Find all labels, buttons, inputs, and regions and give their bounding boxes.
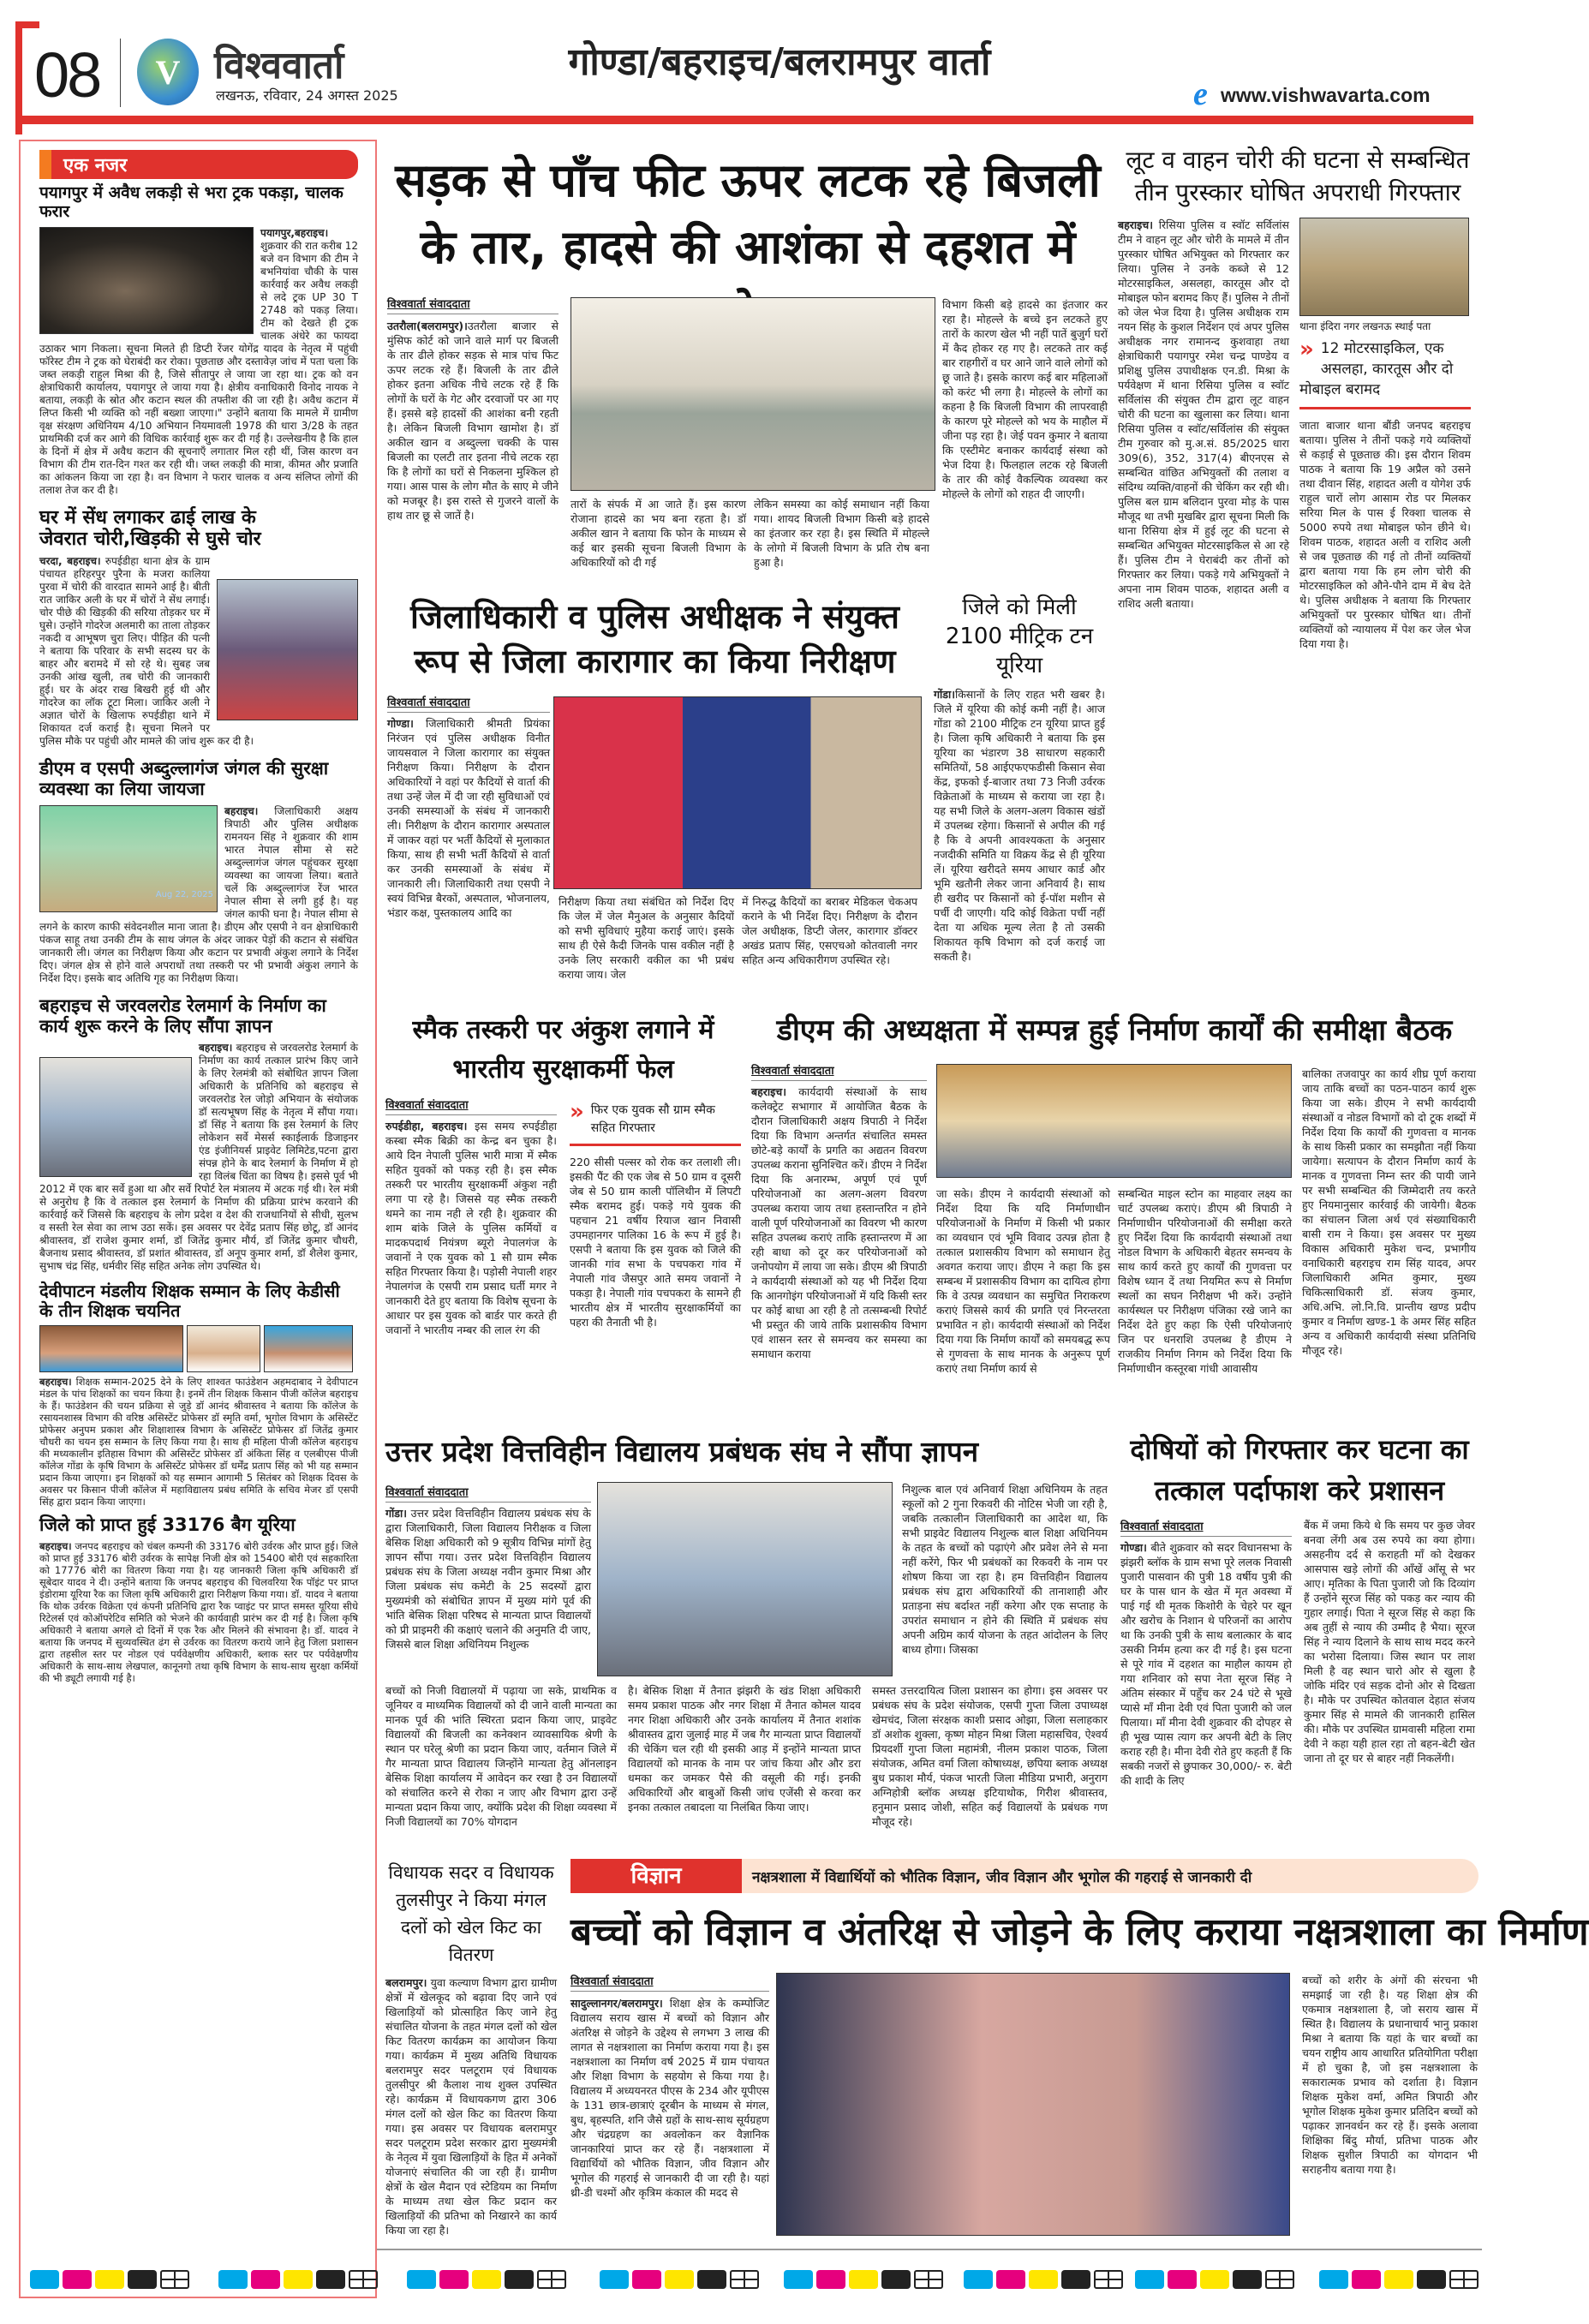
article-body: कार्यदायी संस्थाओं के साथ कलेक्ट्रेट सभागार में आयोजित बैठक के दौरान जिलाधिकारी अक्षय त्रिपाठी ने निर्देश दिया कि विभाग अन्तर्गत संचालित समस्त छोटे-बड़े कार्यों के प्रगति का अद्यतन विवरण उपलब्ध कराना सुनिश्चित करें। डीएम ने निर्देश दिया कि अनारम्भ, अपूर्ण एवं पूर्ण परियोजनाओं का अलग-अलग विवरण उपलब्ध कराया जाय तथा हस्तान्तरित न होने वाली पूर्ण परियोजनाओं का विवरण भी कारण सहित उपलब्ध कराएं ताकि हस्तान्तरण में आ रही बाधा को दूर कर परियोजनाओं को जनोपयोग में लाया जा सके। डीएम श्री त्रिपाठी ने कार्यदायी संस्थाओं को यह भी निर्देश दिया कि आनगोइंग परियोजनाओं में यदि किसी स्तर पर कोई बाधा आ रही है तो तत्सम्बन्धी रिपोर्ट भी प्रस्तुत की जाये ताकि प्रशासकीय विभाग एवं शासन स्तर से समन्वय कर समस्या का समाधान कराया [751, 1085, 927, 1360]
registration-marks [1135, 2270, 1294, 2289]
photo-jail-officials [553, 696, 922, 889]
photo-forest-team [39, 227, 254, 334]
headline: देवीपाटन मंडलीय शिक्षक सम्मान के लिए केडीसी के तीन शिक्षक चयनित [39, 1280, 340, 1321]
dateline-place: बहराइच। [39, 1375, 72, 1388]
article-body: शिक्षक सम्मान-2025 देने के लिए शाश्वत फाउंडेशन अहमदाबाद ने देवीपाटन मंडल के पांच शिक्षकों का चयन किया है। इनमें तीन शिक्षक किसान पीजी कॉलेज बहराइच के हैं। फाउंडेशन की चयन प्रक्रिया से जुड़े डॉ आनंद श्रीवास्तव ने बताया कि कॉलेज के रसायनशास्त्र विभाग की वरिष्ठ असिस्टेंट प्रोफेसर डॉ स्मृति वर्मा, भूगोल विभाग के असिस्टेंट प्रोफेसर अनुपम प्रकाश और शिक्षाशास्त्र विभाग के असिस्टेंट प्रोफेसर डॉ जितेंद्र कुमार चौधरी का चयन इस सम्मान के लिए किया गया है। साथ ही महिला पीजी कॉलेज बहराइच की मध्यकालीन इतिहास विभाग की असिस्टेंट प्रोफेसर डॉ अंकिता सिंह व एलबीएस पीजी कॉलेज गोंडा के कृषि विभाग के असिस्टेंट प्रोफेसर डॉ धर्मेंद्र प्रताप सिंह को भी यह सम्मान प्रदान किया जाएगा। इन शिक्षकों को यह सम्मान आगामी 5 सितंबर को शिक्षक दिवस के अवसर पर किसान पीजी कॉलेज में महाविद्यालय प्रबंध समिति के सचिव मेजर डॉ एसपी सिंह द्वारा प्रदान किया जाएगा। [39, 1375, 358, 1508]
article-body: जिलाधिकारी अक्षय त्रिपाठी और पुलिस अधीक्षक रामनयन सिंह ने शुक्रवार की शाम भारत नेपाल सीमा से सटे अब्दुल्लागंज जंगल पहुंचकर सुरक्षा व्यवस्था का जायजा लिया। बताते चलें कि अब्दुल्लागंज रेंज भारत नेपाल सीमा से लगी हुई है। यह जंगल काफी घना है। नेपाल सीमा से लगने के कारण काफी संवेदनशील माना जाता है। डीएम और एसपी ने वन क्षेत्राधिकारी पंकज साहू तथा उनकी टीम के साथ जंगल के अंदर जाकर पेड़ों की कटान से संबंधित जानकारी ली। जंगल का निरीक्षण किया और कटान पर प्रभावी अंकुश लगाने के निर्देश दिए। जंगल क्षेत्र से होने वाले अपराधों तथा तस्करी पर भी प्रभावी अंकुश लगाने के निर्देश दिए। इसके बाद अतिथि गृह का निरीक्षण किया। [39, 804, 358, 984]
article-body: सम्बन्धित माइल स्टोन का माहवार लक्ष्य का चार्ट उपलब्ध कराएं। डीएम श्री त्रिपाठी ने निर्माणाधीन परियोजनाओं की समीक्षा करते हुए निर्देश दिया कि कार्यदायी संस्थाओं तथा नोडल विभाग के अधिकारी बेहतर समन्वय के साथ कार्य करते हुए कार्यों की गुणवत्ता पर विशेष ध्यान दें तथा नियमित रूप से निर्माण स्थलों का सघन निरीक्षण भी करें। उन्होंने कार्यस्थल पर निरीक्षण पंजिका रखे जाने का निर्देश देते हुए कहा कि ऐसी परियोजनाएं जिन पर धनराशि उपलब्ध है डीएम ने राजकीय निर्माण निगम को निर्देश दिया कि निर्माणाधीन कस्तूरबा गांधी आवासीय [1118, 1187, 1292, 1375]
photo-review-meeting [936, 1064, 1292, 1178]
photo-teacher-1 [39, 1325, 183, 1372]
smack-right-column [570, 1101, 741, 1410]
article-body: समस्त उत्तरदायित्व जिला प्रशासन का होगा। इस अवसर पर प्रबंधक संघ के प्रदेश संयोजक, एसपी गुप्ता जिला उपाध्यक्ष खेमचंद, जिला संरक्षक काशी प्रसाद ओझा, जिला सलाहकार डॉ अशोक शुक्ला, कृष्ण मोहन मिश्रा जिला महासचिव, ऐश्वर्य प्रियदर्शी गुप्ता जिला महामंत्री, नीलम प्रकाश पाठक, जिला संयोजक, अमित वर्मा जिला कोषाध्यक्ष, छपिया ब्लाक अध्यक्ष बुध प्रकाश मौर्य, पंकज भारती जिला मीडिया प्रभारी, अनुराग अग्निहोत्री ब्लॉक अध्यक्ष इटियाथोक, गिरीश श्रीवास्तव, हनुमान प्रसाद जोशी, सहित कई विद्यालयों के प्रबंधक गण मौजूद रहे। [872, 1684, 1108, 1828]
dateline-place: सादुल्लानगर/बलरामपुर। [570, 1997, 663, 2010]
science-kicker-bar [570, 1859, 1478, 1893]
article-body: बैंक में जमा किये थे कि समय पर कुछ जेवर बनवा लेंगी अब उस रुपये का क्या होगा। असहनीय दर्द से कराहती माँ को देखकर आसपास खड़े लोगों की आँखें आँसू से भर आए। मृतिका के पिता पुजारी जो कि दिव्यांग हैं उन्होंने सूरज सिंह को पकड़ कर न्याय की गुहार लगाई। पिता ने सूरज सिंह से कहा कि अब तुहीं से न्याय की उम्मीद है भैया। सूरज सिंह ने न्याय दिलाने के साथ साथ मदद करने का भरोसा दिलाया। जिस स्थान पर लाश मिली है वह स्थान चारो ओर से खुला है जोकि मंदिर एवं सड़क दोनो ओर से दिखता है। मौके पर उपस्थित कोतवाल देहात संजय कुमार सिंह से मामले की जानकारी हासिल की। मौके पर उपस्थित ग्रामवासी महिला रामा देवी ने कहा यही हाल रहा तो बहन-बेटी खेत जाना तो दूर घर से बाहर नहीं निकलेंगी। [1304, 1519, 1475, 1765]
article-body: निरीक्षण किया तथा संबंधित को निर्देश दिए कि जेल में जेल मैनुअल के अनुसार कैदियों को सभी सुविधाएं मुहैया कराई जाएं। इसके साथ ही ऐसे कैदी जिनके पास वकील नहीं है उनके लिए सरकारी वकील का भी प्रबंध कराया जाय। जेल [559, 895, 734, 981]
headline: उत्तर प्रदेश वित्तविहीन विद्यालय प्रबंधक संघ ने सौंपा ज्ञापन [385, 1435, 979, 1468]
dateline-place: बहराइच। [39, 1539, 72, 1552]
dateline-place: गोंडा। [934, 688, 955, 701]
photo-memorandum [39, 1057, 192, 1177]
double-chevron-icon: » [570, 1099, 584, 1125]
article-body: 220 सीसी पल्सर को रोक कर तलाशी ली। इसकी पैंट की एक जेब से 50 ग्राम व दूसरी जेब से 50 ग्राम काली पॉलिथीन में लिपटी स्मैक बरामद हुई। पकड़े गये युवक की पहचान 21 वर्षीय रियाज खान निवासी उपमहानगर पालिका 16 के रूप में हुई है। एसपी ने बताया कि इस युवक को जिले की जानकी गांव सभा के पचपकरा गांव में नेपाली गांव जैसपुर आते समय जवानों ने पकड़ा है। नेपाली गांव पचपकरा के सामने ही भारतीय क्षेत्र में भारतीय सुरक्षाकर्मियों का पहरा की तैनाती भी है। [570, 1156, 741, 1329]
photo-planetarium-students [776, 1973, 1290, 2236]
divider [120, 39, 121, 107]
article-body: तारों के संपर्क में आ जाते हैं। इस कारण रोजाना हादसे का भय बना रहता है। डॉ अकील खान ने बताया कि फोन के माध्यम से कई बार इसकी सूचना बिजली विभाग के अधिकारियों को दी गई [570, 498, 746, 569]
article-jungle-inspection [39, 758, 358, 984]
article-teacher-award [39, 1281, 358, 1508]
dateline-place: बहराइच। [199, 1041, 233, 1054]
article-body: बालिका तजवापुर का कार्य शीघ्र पूर्ण कराया जाय ताकि बच्चों का पठन-पाठन कार्य शुरू किया जा सके। डीएम ने सभी कार्यदायी संस्थाओं व नोडल विभागों को दो टूक शब्दों में निर्देश दिया कि कार्यों की गुणवत्ता व मानक के साथ किसी प्रकार का समझौता नहीं किया जायेगा। सत्यापन के दौरान निर्माण कार्य के मानक व गुणवत्ता निम्न स्तर की पायी जाने पर सभी सम्बन्धित की जिम्मेदारी तय करते हुए नियमानुसार कार्रवाई की जायेगी। बैठक का संचालन जिला अर्थ एवं संख्याधिकारी बासी राम ने किया। इस अवसर पर मुख्य विकास अधिकारी मुकेश चन्द, प्रभागीय वनाधिकारी बहराइच राम सिंह यादव, अपर जिलाधिकारी अमित कुमार, मुख्य चिकित्साधिकारी डॉ. संजय कुमार, अधि.अभि. लो.नि.वि. प्रान्तीय खण्ड प्रदीप कुमार व निर्माण खण्ड-1 के अमर सिंह सहित अन्य व अधिकारी कार्यदायी संस्था प्रतिनिधि मौजूद रहे। [1302, 1067, 1476, 1357]
article-rail-memorandum [39, 995, 358, 1273]
headline: जिलाधिकारी व पुलिस अधीक्षक ने संयुक्त रूप से जिला कारागार का किया निरीक्षण [410, 598, 899, 680]
dateline-place: चरदा, बहराइच। [39, 555, 101, 568]
photo-theft-house [217, 579, 358, 720]
article-sports-kit [385, 1859, 557, 2243]
byline: विश्ववार्ता संवाददाता [387, 694, 550, 713]
headline: लूट व वाहन चोरी की घटना से सम्बन्धित तीन पुरस्कार घोषित अपराधी गिरफ्तार [1126, 146, 1470, 206]
dateline-place: बहराइच। [1118, 218, 1153, 231]
article-body: में निरुद्ध कैदियों का बराबर मेडिकल चेकअप कराने के भी निर्देश दिए। निरीक्षण के दौरान जेल अधीक्षक, डिप्टी जेलर, कारागार डॉक्टर अखंड प्रताप सिंह, एसएचओ कोतवाली नगर सहित अन्य अधिकारीगण उपस्थित रहे। [742, 895, 917, 966]
dateline-place: पयागपुर,बहराइच। [260, 226, 329, 239]
footer-rule [377, 2249, 1482, 2250]
article-body: निशुल्क बाल एवं अनिवार्य शिक्षा अधिनियम के तहत स्कूलों को 2 गुना रिकवरी की नोटिस भेजी जा रही है, जबकि तत्कालीन जिलाधिकारी का आदेश था, कि सभी प्राइवेट विद्यालय निशुल्क बाल शिक्षा अधिनियम के तहत के बच्चों को पढ़ाएंगे और प्रवेश लेने से मना नहीं करेंगे, फिर भी प्रबंधकों का रिकवरी के नाम पर शोषण किया जा रहा है। हम वित्तविहीन विद्यालय प्रबंधक संघ द्वारा अधिकारियों की तानाशाही और प्रताड़ना संघ बर्दाश्त नहीं करेगा और एक सप्ताह के उपरांत समाधान न होने की स्थिति में प्रबंधक संघ अपनी अग्रिम कार्य योजना के तहत आंदोलन के लिए बाध्य होगा। जिसका [902, 1483, 1108, 1656]
article-body: लेकिन समस्या का कोई समाधान नहीं किया गया। शायद बिजली विभाग किसी बड़े हादसे का इंतजार कर रहा है। इस स्थिति में मोहल्ले के लोगो में बिजली विभाग के प्रति रोष बना हुआ है। [754, 498, 929, 569]
byline: विश्ववार्ता संवाददाता [385, 1096, 557, 1115]
byline: विश्ववार्ता संवाददाता [751, 1062, 927, 1081]
photo-arrested-accused [1299, 218, 1469, 316]
pull-quote-text: फिर एक युवक सौ ग्राम स्मैक सहित गिरफ्तार [590, 1103, 715, 1135]
headline: सड़क से पाँच फीट ऊपर लटक रहे बिजली के तार, हादसे की आशंका से दहशत में [395, 153, 1101, 274]
headline: डीएम व एसपी अब्दुल्लागंज जंगल की सुरक्षा व्यवस्था का लिया जायजा [39, 758, 329, 800]
dateline-place: गोंडा। [385, 1507, 407, 1520]
article-body: बच्चों को शरीर के अंगों की संरचना भी समझाई जा रही है। यह शिक्षा क्षेत्र की एकमात्र नक्षत्रशाला है, जो सराय खास में स्थित है। विद्यालय के प्रधानाचार्य भानु प्रकाश मिश्रा ने बताया कि यहां के चार बच्चों का चयन राष्ट्रीय आय आधारित प्रतियोगिता परीक्षा में हो चुका है, जो इस नक्षत्रशाला के सकारात्मक प्रभाव को दर्शाता है। विज्ञान शिक्षक मुकेश वर्मा, अमित त्रिपाठी और भूगोल शिक्षक मुकेश कुमार प्रतिदिन बच्चों को पढ़ाकर ज्ञानवर्धन कर रहे हैं। इसके अलावा शिक्षिका बिंदु मौर्या, प्रतिभा पाठक और शिक्षक सुशील त्रिपाठी का योगदान भी सराहनीय बताया गया है। [1302, 1974, 1478, 2176]
headline: बच्चों को विज्ञान व अंतरिक्ष से जोड़ने के लिए कराया नक्षत्रशाला का निर्माण [570, 1910, 1589, 1954]
left-column-box [19, 140, 377, 2298]
headline: जिले को मिली 2100 मीट्रिक टन यूरिया [945, 594, 1094, 678]
byline: विश्ववार्ता संवाददाता [387, 296, 559, 314]
brand-logo-icon: V [137, 39, 199, 105]
dateline-place: बहराइच। [224, 804, 259, 817]
headline: घर में सेंध लगाकर ढाई लाख के जेवरात चोरी,खिड़की से घुसे चोर [39, 506, 261, 550]
brand-name: विश्ववार्ता [214, 44, 344, 87]
article-urea-2100 [934, 593, 1105, 995]
article-body: बीते शुक्रवार को सदर विधानसभा के झंझरी ब्लॉक के ग्राम सभा पूरे ललक निवासी पुजारी पासवान की पुत्री 18 वर्षीय पुत्री की घर के पास धान के खेत में मृत अवस्था में पाई गई थी मृतक किशोरी के चेहरे पर खून और खरोच के निशान थे परिजनों का आरोप था कि उनकी पुत्री के साथ बलात्कार के बाद उसकी निर्मम हत्या कर दी गई है। इस घटना से पूरे गांव में दहशत का माहौल कायम हो गया शनिवार को सपा नेता सूरज सिंह ने अंतिम संस्कार में पहुँच कर 24 घंटे से भूखे प्यासे माँ मीना देवी एवं पिता पुजारी को जल पिलाया। माँ मीना देवी शुक्रवार की दोपहर से ही भूख प्यास त्याग कर अपनी बेटी के लिए कराह रही है। मीना देवी रोते हुए कहती हैं कि सबकी नजरों से छुपाकर 30,000/- रु. बेटी की शादी के लिए [1120, 1541, 1292, 1787]
headline: बहराइच से जरवलरोड रेलमार्ग के निर्माण का कार्य शुरू करने के लिए सौंपा ज्ञापन [39, 995, 326, 1037]
registration-marks [407, 2270, 566, 2289]
pull-quote-text: 12 मोटरसाइकिल, एक असलहा, कारतूस और दो मोबाइल बरामद [1299, 340, 1454, 398]
headline: दोषियों को गिरफ्तार कर घटना का तत्काल पर्दाफाश करे प्रशासन [1130, 1433, 1469, 1507]
byline: विश्ववार्ता संवाददाता [570, 1973, 769, 1992]
photo-timestamp: Aug 22, 2025 [155, 889, 213, 899]
registration-marks [784, 2270, 943, 2289]
headline: पयागपुर में अवैध लकड़ी से भरा ट्रक पकड़ा, चालक फरार [39, 183, 343, 221]
article-body: जाता बाजार थाना बौंडी जनपद बहराइच बताया। पुलिस ने तीनों पकड़े गये व्यक्तियों से कड़ाई से पूछताछ की। इस दौरान शिवम पाठक ने बताया कि 19 अप्रैल को उसने तथा दीवान सिंह, शहादत अली व योगेश उर्फ राहुल चारों लोग आसाम रोड पर मिलकर सरिया मिल के पास ई रिक्शा चालक से 5000 रुपये तथा मोबाइल फोन छीने थे। शिवम पाठक, शहादत अली व राशिद अली से जब पूछताछ की गई तो तीनों व्यक्तियों द्वारा बताया गया कि हम लोग चोरी की मोटरसाइकिल को औने-पौने दाम में बेच देते थे। पुलिस अधीक्षक ने बताया कि गिरफ्तार अभियुक्तों पर पुरस्कार घोषित था। तीनों व्यक्तियों को न्यायालय में पेश कर जेल भेज दिया गया है। [1299, 419, 1471, 650]
photo-teacher-2 [187, 1325, 260, 1372]
kicker: नक्षत्रशाला में विद्यार्थियों को भौतिक विज्ञान, जीव विज्ञान और भूगोल की गहराई से जानकारी दी [752, 1868, 1252, 1886]
byline: विश्ववार्ता संवाददाता [1120, 1518, 1292, 1537]
headline: जिले को प्राप्त हुई 33176 बैग यूरिया [39, 1514, 296, 1535]
article-body: उतरौला बाजार से मुंसिफ कोर्ट को जाने वाले मार्ग पर बिजली के तार ढीले होकर सड़क से मात्र पांच फिट ऊपर लटक रहे हैं। बिजली के तार ढीले होकर इतना अधिक नीचे लटक रहे हैं कि लोगों के घरों के गेट और दरवाजों पर आ गए हैं। इससे बड़े हादसों की आशंका बनी रहती है। लेकिन बिजली विभाग खामोश है। डॉ अकील खान व अब्दुल्ला चक्की के पास बिजली का एलटी तार इतना नीचे लटक रहा कि है लोगों का घरों से निकलना मुश्किल हो गया। आस पास के लोग मौत के साए मे जीने को मजबूर है। इस रास्ते से गुजरने वालों के हाथ तार छू से जातें है। [387, 320, 559, 522]
article-body: बहराइच से जरवलरोड रेलमार्ग के निर्माण का कार्य तत्काल प्रारंभ किए जाने के लिए रेलमंत्री को संबोधित ज्ञापन जिला अधिकारी के प्रतिनिधि को बहराइच से जरवलरोड रेल जोड़ो अभियान के संयोजक डॉ सत्यभूषण सिंह के नेतृत्व में सौंपा गया। डॉ सिंह ने बताया कि इस रेलमार्ग के लिए लोकेशन सर्वे मेसर्स स्काईलार्क डिजाइनर एंड इंजीनियर्स प्राइवेट लिमिटेड,पटना द्वारा संपन्न होने के बाद रेलमार्ग के निर्माण में हो रहा विलंब चिंता का विषय है। इससे पूर्व भी 2012 में एक बार सर्वे हुआ था और सर्वे रिपोर्ट रेल मंत्रालय में अटक गई थी। रेल मंत्री से अनुरोध है कि वे तत्काल इस रेलमार्ग के निर्माण की प्रक्रिया प्रारंभ करवाने की कार्रवाई करें जिससे कि बहराइच के लोग प्रदेश व देश की राजधानियों से सीधी, सुलभ व सस्ती रेल सेवा का लाभ उठा सकें। इस अवसर पर देवेंद्र प्रताप सिंह छोटू, डॉ आनंद श्रीवास्तव, डॉ राजेश कुमार शर्मा, डॉ जितेंद्र कुमार मौर्य, डॉ जितेंद्र कुमार चौधरी, बैजनाथ प्रसाद श्रीवास्तव, डॉ प्रशांत श्रीवास्तव, डॉ अनूप कुमार शर्मा, डॉ शैलेश कुमार, सुभाष चंद्र सिंह, धर्मवीर सिंह सहित अनेक लोग उपस्थित थे। [39, 1041, 358, 1272]
article-body: विभाग किसी बड़े हादसे का इंतजार कर रहा है। मोहल्ले के बच्चे इन लटकते हुए तारों के कारण खेल भी नहीं पातें बुजुर्ग घरों में कैद होकर रह गए है। लटकते तार कई बार राहगीरों व घर आने जाने वाले लोगों को छू जाते है। इसके कारण कई बार महिलाओं को करंट भी लगा है। मोहल्ले के लोगों का कहना है कि बिजली विभाग की लापरवाही के कारण पूरे मोहल्ले को भय के माहौल में जीना पड़ रहा है। जेई पवन कुमार ने बताया कि एस्टीमेट बनाकर कार्यदाई संस्था को भेज दिया है। फिलहाल लटक रहे बिजली के तार की कोई वैकल्पिक व्यवस्था कर मोहल्ले के लोगों को राहत दी जाएगी। [942, 298, 1108, 500]
section-title: गोण्डा/बहराइच/बलरामपुर वार्ता [568, 40, 991, 84]
photo-teacher-3 [264, 1325, 353, 1372]
headline: डीएम की अध्यक्षता में सम्पन्न हुई निर्माण कार्यों की समीक्षा बैठक [776, 1013, 1453, 1048]
article-body: जा सके। डीएम ने कार्यदायी संस्थाओं को निर्देश दिया कि यदि निर्माणाधीन परियोजनाओं के निर्माण में किसी भी प्रकार का व्यवधान एवं भूमि विवाद उत्पन्न होता है तत्काल प्रशासकीय विभाग को समाधान हेतु अवगत कराया जाए। डीएम ने कहा कि इस सम्बन्ध में प्रशासकीय विभाग का दायित्व होगा कि वे उत्पन्न व्यवधान का समुचित निराकरण कराएं जिससे कार्य की प्रगति एवं निरन्तरता प्रभावित न हो। कार्यदायी संस्थाओं को निर्देश दिया गया कि निर्माण कार्यों को समयबद्ध रूप से गुणवत्ता के साथ मानक के अनुरूप पूर्ण कराएं तथा निर्माण कार्य से [936, 1187, 1110, 1375]
page-number: 08 [34, 39, 100, 111]
pull-quote [570, 1101, 741, 1146]
article-body: शिक्षा क्षेत्र के कम्पोजिट विद्यालय सराय खास में बच्चों को विज्ञान और अंतरिक्ष से जोड़ने के उद्देश्य से लगभग 3 लाख की लागत से नक्षत्रशाला का निर्माण कराया गया है। इस नक्षत्रशाला का निर्माण वर्ष 2025 में ग्राम पंचायत और शिक्षा विभाग के सहयोग से किया गया है। विद्यालय में अध्ययनरत पीएस के 234 और यूपीएस के 131 छात्र-छात्राएं दूरबीन के माध्यम से मंगल, बुध, बृहस्पति, शनि जैसे ग्रहों के साथ-साथ सूर्यग्रहण और चंद्रग्रहण का अवलोकन कर वैज्ञानिक जानकारियां प्राप्त कर रहे हैं। नक्षत्रशाला में विद्यार्थियों को भौतिक विज्ञान, जीव विज्ञान और भूगोल की गहराई से जानकारी दी जा रही है। यहां थ्री-डी चश्मों और कृत्रिम कंकाल की मदद से [570, 1997, 769, 2199]
photo-dm-sp-jungle [39, 805, 218, 912]
article-illegal-wood [39, 184, 358, 497]
article-body: रिसिया पुलिस व स्वॉट सर्विलांस टीम ने वाहन लूट और चोरी के मामले में तीन पुरस्कार घोषित अभियुक्त को गिरफ्तार कर लिया। पुलिस ने उनके कब्जे से 12 मोटरसाइकिल, असलहा, कारतूस और दो मोबाइल फोन बरामद किए हैं। पुलिस ने तीनों को जेल भेज दिया है। पुलिस अधीक्षक राम नयन सिंह के कुशल निर्देशन एवं अपर पुलिस अधीक्षक नगर रामानन्द कुशवाहा तथा क्षेत्राधिकारी पयागपुर रमेश चन्द्र पाण्डेय व प्रशिक्षु पुलिस उपाधीक्षक एन.डी. मिश्रा के पर्यवेक्षण में थाना रिसिया पुलिस व स्वॉट सर्विलांस की संयुक्त टीम द्वारा लूट वाहन चोरी की घटना का खुलासा कर लिया। थाना रिसिया पुलिस व स्वॉट/सर्विलांस की संयुक्त टीम गुरुवार को मु.अ.सं. 85/2025 धारा 309(6), 352, 317(4) बीएनएस से सम्बन्धित वांछित अभियुक्तों की तलाश व संदिग्ध व्यक्ति/वाहनों की चेकिंग कर रही थी। पुलिस बल ग्राम बलिदान पुरवा मोड़ के पास मौजूद था तभी मुखबिर द्वारा सूचना मिली कि थाना रिसिया क्षेत्र में हुई लूट की घटना से सम्बन्धित अभियुक्त मोटरसाइकिल से आ रहे हैं। पुलिस टीम ने घेराबंदी कर तीनों को गिरफ्तार कर लिया। पकड़े गये अभियुक्तों ने अपना नाम शिवम पाठक, शहादत अली व राशिद अली बताया। [1118, 218, 1289, 610]
article-body: शुक्रवार की रात करीब 12 बजे वन विभाग की टीम ने बभनियांवा चौकी के पास कार्रवाई कर अवैध लकड़ी से लदे ट्रक UP 30 T 2748 को पकड़ लिया। टीम को देखते ही ट्रक चालक अंधेरे का फायदा उठाकर भाग निकला। सूचना मिलते ही डिप्टी रेंजर योगेंद्र यादव के नेतृत्व में पहुंची फॉरेस्ट टीम ने ट्रक को घेराबंदी कर रोका। पूछताछ और दस्तावेज़ जांच में पता चला कि जब्त लकड़ी राहुल मिश्रा की है, जिसे सीतापुर ले जाया जा रहा था। ट्रक को वन क्षेत्राधिकारी कार्यालय, पयागपुर ले जाया गया है। क्षेत्रीय वनाधिकारी विनोद नायक ने बताया, लकड़ी के स्रोत और कटान स्थल की तफ्तीश की जा रही है। अवैध कटान में लिप्त किसी भी व्यक्ति को नहीं बख्शा जाएगा।" उन्होंने बताया कि मामले में ग्रामीण वृक्ष संरक्षण अधिनियम 4/10 अभियान नियमावली 1978 की धारा 3/28 के तहत प्राथमिकी दर्ज कर आगे की विधिक कार्रवाई शुरू कर दी गई है। उल्लेखनीय है कि हाल के दिनों में क्षेत्र में अवैध कटान की सूचनाएँ लगातार मिल रही थीं, जिस कारण वन विभाग की टीम रात-दिन गश्त कर रही थी। जब्त लकड़ी की मात्रा, कीमत और प्रजाति का आंकलन किया जा रहा है। वन विभाग ने फरार चालक व अन्य संलिप्त लोगों की तलाश तेज कर दी है। [39, 239, 358, 496]
article-arrest-culprits [1120, 1429, 1478, 1849]
header-rule [15, 116, 1473, 124]
article-body: बच्चों को निजी विद्यालयों में पढ़ाया जा सके, प्राथमिक व जूनियर व माध्यमिक विद्यालयों को दी जाने वाली मान्यता का मानक पूर्व की भांति स्थिरता प्रदान किया जाए, प्राइवेट विद्यालयों की बिजली का कनेक्शन व्यावसायिक श्रेणी के स्थान पर घरेलू श्रेणी का प्रदान किया जाए, वर्तमान जिले में गैर मान्यता प्राप्त विद्यालय जिन्होंने मान्यता हेतु ऑनलाइन बेसिक शिक्षा कार्यालय में आवेदन कर रखा है उन विद्यालयों को संचालित करने से रोका न जाए और विभाग द्वारा उन्हें मान्यता प्रदान किया जाए, क्योंकि प्रदेश की शिक्षा व्यवस्था में निजी विद्यालयों का 70% योगदान [385, 1684, 617, 1828]
byline: विश्ववार्ता संवाददाता [385, 1484, 591, 1503]
website-link[interactable]: www.vishwavarta.com [1221, 84, 1431, 106]
article-urea-bags [39, 1514, 358, 1684]
registration-marks [600, 2270, 759, 2289]
headline: स्मैक तस्करी पर अंकुश लगाने में भारतीय सुरक्षाकर्मी फेल [412, 1015, 714, 1084]
article-body: है। बेसिक शिक्षा में तैनात झंझरी के खंड शिक्षा अधिकारी समय प्रकाश पाठक और नगर शिक्षा में तैनात कोमल यादव नगर शिक्षा अधिकारी और उनके कार्यालय में तैनात शशांक श्रीवास्तव द्वारा जुलाई माह में जब गैर मान्यता प्राप्त विद्यालयों की चेकिंग चल रही थी इसकी आड़ में इन्होंने मान्यता प्राप्त विद्यालयों को मानक के नाम पर जांच किया और और डरा धमका कर जमकर पैसे की वसूली की गई। इनकी अधिकारियों और बाबुओं किसी जांच एजेंसी से करवा कर इनका तत्काल तबादला या निलंबित किया जाए। [628, 1684, 861, 1813]
headline: विधायक सदर व विधायक तुलसीपुर ने किया मंगल दलों को खेल किट का वितरण [388, 1862, 554, 1965]
article-body: युवा कल्याण विभाग द्वारा ग्रामीण क्षेत्रों में खेलकूद को बढ़ावा दिए जाने एवं खिलाड़ियों को प्रोत्साहित किए जाने हेतु संचालित योजना के तहत मंगल दलों को खेल किट वितरण कार्यक्रम का आयोजन किया गया। कार्यक्रम में मुख्य अतिथि विधायक बलरामपुर सदर पलटूराम एवं विधायक तुलसीपुर श्री कैलाश नाथ शुक्ल उपस्थित रहे। कार्यक्रम में विधायकगण द्वारा 306 मंगल दलों को खेल किट का वितरण किया गया। इस अवसर पर विधायक बलरामपुर सदर पलटूराम प्रदेश सरकार द्वारा मुख्यमंत्री के नेतृत्व में युवा खिलाड़ियों के हित में अनेकों योजनाएं संचालित की जा रही हैं। ग्रामीण क्षेत्रों के खेल मैदान एवं स्टेडियम का निर्माण के माध्यम तथा खेल किट प्रदान कर खिलाड़ियों की प्रतिभा को निखारने का कार्य किया जा रहा है। [385, 1976, 558, 2237]
article-body: जिलाधिकारी श्रीमती प्रियंका निरंजन एवं पुलिस अधीक्षक विनीत जायसवाल ने जिला कारागार का संयुक्त निरीक्षण किया। निरीक्षण के दौरान अधिकारियों ने वहां पर कैदियों से वार्ता की तथा उन्हें जेल में दी जा रही सुविधाओं एवं उनकी समस्याओं के संबंध में जानकारी ली। निरीक्षण के दौरान कारागार अस्पताल में जाकर वहां पर भर्ती कैदियों से मुलाकात किया, साथ ही सभी भर्ती कैदियों से वार्ता कर उनकी समस्याओं के संबंध में जानकारी ली। जिलाधिकारी तथा एसपी ने स्वयं विभिन्न बैरकों, अस्पताल, भोजनालय, भंडार कक्ष, पुस्तकालय आदि का [387, 717, 550, 919]
photo-caption: थाना इंदिरा नगर लखनऊ स्थाई पता [1299, 320, 1431, 332]
article-theft [39, 507, 358, 749]
dateline-place: गोण्डा। [387, 717, 414, 730]
photo-memorandum-submission [597, 1482, 893, 1676]
article-body: इस समय रुपईडीहा कस्बा स्मैक बिक्री का केन्द्र बन चुका है। आये दिन नेपाली पुलिस भारी मात्रा में स्मैक सहित युवकों को पकड़ रही है। इस स्मैक तस्करी पर भारतीय सुरक्षाकर्मी अंकुश नही लगा पा रहे है। जिससे यह स्मैक तस्करी थमने का नाम नही ले रही है। शुक्रवार की शाम बांके जिले के पुलिस कर्मियों व मादकपदार्थ नियंत्रण ब्यूरो नेपालगंज के जवानों ने एक युवक को 1 सौ ग्राम स्मैक सहित गिरफ्तार किया है। पड़ोसी नेपाली शहर नेपालगंज के एसपी राम प्रसाद घर्ती मगर ने जानकारी देते हुए बताया कि विशेष सूचना के आधार पर इस युवक को बार्डर पार करते ही जवानों ने भारतीय नम्बर की लाल रंग की [385, 1120, 557, 1336]
registration-marks [1319, 2270, 1478, 2289]
article-body: किसानों के लिए राहत भरी खबर है। जिले में यूरिया की कोई कमी नहीं है। आज गोंडा को 2100 मीट्रिक टन यूरिया प्राप्त हुई है। जिला कृषि अधिकारी ने बताया कि इस यूरिया का भंडारण 38 साधारण सहकारी समितियों, 58 आईएफएफडीसी किसान सेवा केंद्र, इफको ई-बाजार तथा 73 निजी उर्वरक विक्रेताओं के माध्यम से कराया जा रहा है। यह सभी जिले के अलग-अलग विकास खंडों में उपलब्ध रहेगा। किसानों से अपील की गई है कि वे अपनी आवश्यकता के अनुसार नजदीकी समिति या विक्रय केंद्र से ही यूरिया लें। यूरिया खरीदते समय आधार कार्ड और भूमि खतौनी लेकर जाना अनिवार्य है। साथ ही खरीद पर किसानों को ई-पॉश मशीन से पर्ची दी जाएगी। यदि कोई विक्रेता पर्ची नहीं देता या अधिक मूल्य लेता है तो उसकी शिकायत कृषि विभाग को दर्ज कराई जा सकती है। [934, 688, 1105, 963]
photo-hanging-wires [570, 297, 935, 491]
dateline-place: गोण्डा। [1120, 1541, 1147, 1554]
pull-quote [1299, 338, 1471, 409]
browser-e-icon: e [1193, 76, 1208, 112]
registration-marks [218, 2270, 378, 2289]
registration-marks [964, 2270, 1123, 2289]
section-tag: विज्ञान [570, 1859, 742, 1893]
dateline-place: बलरामपुर। [385, 1976, 427, 1989]
registration-marks [30, 2270, 189, 2289]
article-body: जनपद बहराइच को चंबल कम्पनी की 33176 बोरी उर्वरक और प्राप्त हुई। जिले को प्राप्त हुई 33176 बोरी उर्वरक के सापेक्ष निजी क्षेत्र को 15400 बोरी एवं सहकारिता को 17776 बोरी का वितरण किया गया है। यह जानकारी जिला कृषि अधिकारी डॉ सूबेदार यादव ने दी। उन्होंने बताया कि जनपद बहराइच की चिलवरिया रैक पॉइंट पर प्राप्त इंडोरामा यूरिया रैक का जिला कृषि अधिकारी द्वारा निरीक्षण किया गया। डॉ. यादव ने बताया कि थोक उर्वरक विक्रेता एवं कंपनी प्रतिनिधि द्वारा रैक प्वाइंट पर प्राप्त समस्त यूरिया सीधे रिटेलर्स एवं कोऑपरेटिव समिति को भेजने की कार्यवाही प्रारंभ कर दी गई है। जिला कृषि अधिकारी ने बताया अगले दो दिनों में एक रैक और मिलने की संभावना है। डॉ. यादव ने बताया कि जनपद में सुव्यवस्थित ढंग से उर्वरक का वितरण कराये जाने हेतु जिला प्रशासन द्वारा तहसील स्तर पर नोडल एवं पर्यवेक्षणीय अधिकारी, ब्लाक स्तर पर पर्यवेक्षणीय अधिकारी के साथ-साथ लेखपाल, कानूनगो तथा कृषि विभाग के साथ-साथ सुरक्षा कर्मियों की भी ड्यूटी लगायी गई है। [39, 1539, 359, 1684]
dateline: लखनऊ, रविवार, 24 अगस्त 2025 [216, 87, 398, 104]
dateline-place: उतरौला(बलरामपुर)। [387, 320, 468, 332]
article-body: उत्तर प्रदेश वित्तविहीन विद्यालय प्रबंधक संघ के द्वारा जिलाधिकारी, जिला विद्यालय निरीक्षक व जिला बेसिक शिक्षा अधिकारी को 9 सूत्रीय विभिन्न मांगों हेतु ज्ञापन सौंपा गया। उत्तर प्रदेश वित्तविहीन विद्यालय प्रबंधक संघ के जिला अध्यक्ष नवीन कुमार मिश्रा और जिला प्रबंधक संघ कमेटी के 25 सदस्यों द्वारा मुख्यमंत्री को संबोधित ज्ञापन में मुख्य मांगे पूर्व की भांति बेसिक शिक्षा परिषद से मान्यता प्राप्त विद्यालयों को प्री प्राइमरी की कक्षाएं चलाने की अनुमति दी जाए, जिससे बाल शिक्षा अधिनियम निशुल्क [385, 1507, 591, 1651]
double-chevron-icon: » [1299, 337, 1314, 362]
dateline-place: रुपईडीहा, बहराइच। [385, 1120, 468, 1132]
article-body: रुपईडीहा थाना क्षेत्र के ग्राम पंचायत हरिहरपुर पुरैना के मजरा कालिया पुरवा में चोरी की वारदात सामने आई है। बीती रात जाकिर अली के घर में चोरों ने सेंध लगाई। चोर पीछे की खिड़की की सरिया तोड़कर घर में घुसे। उन्होंने गोदरेज अलमारी का ताला तोड़कर नकदी व आभूषण चुरा लिए। पीड़ित की पत्नी ने बताया कि परिवार के सभी सदस्य घर के बाहर और बरामदे में सो रहे थे। सुबह जब उनकी आंख खुली, तब चोरी की जानकारी हुई। घर के अंदर राख बिखरी हुई थी और गोदरेज का लॉक टूटा मिला। जाकिर अली ने अज्ञात चोरों के खिलाफ रुपईडीहा थाने में शिकायत दर्ज कराई है। सूचना मिलने पर पुलिस मौके पर पहुंची और मामले की जांच शुरू कर दी है। [39, 555, 254, 748]
dateline-place: बहराइच। [751, 1085, 786, 1098]
ek-nazar-banner: एक नजर [39, 150, 358, 179]
article-loot-arrest [1118, 144, 1478, 995]
